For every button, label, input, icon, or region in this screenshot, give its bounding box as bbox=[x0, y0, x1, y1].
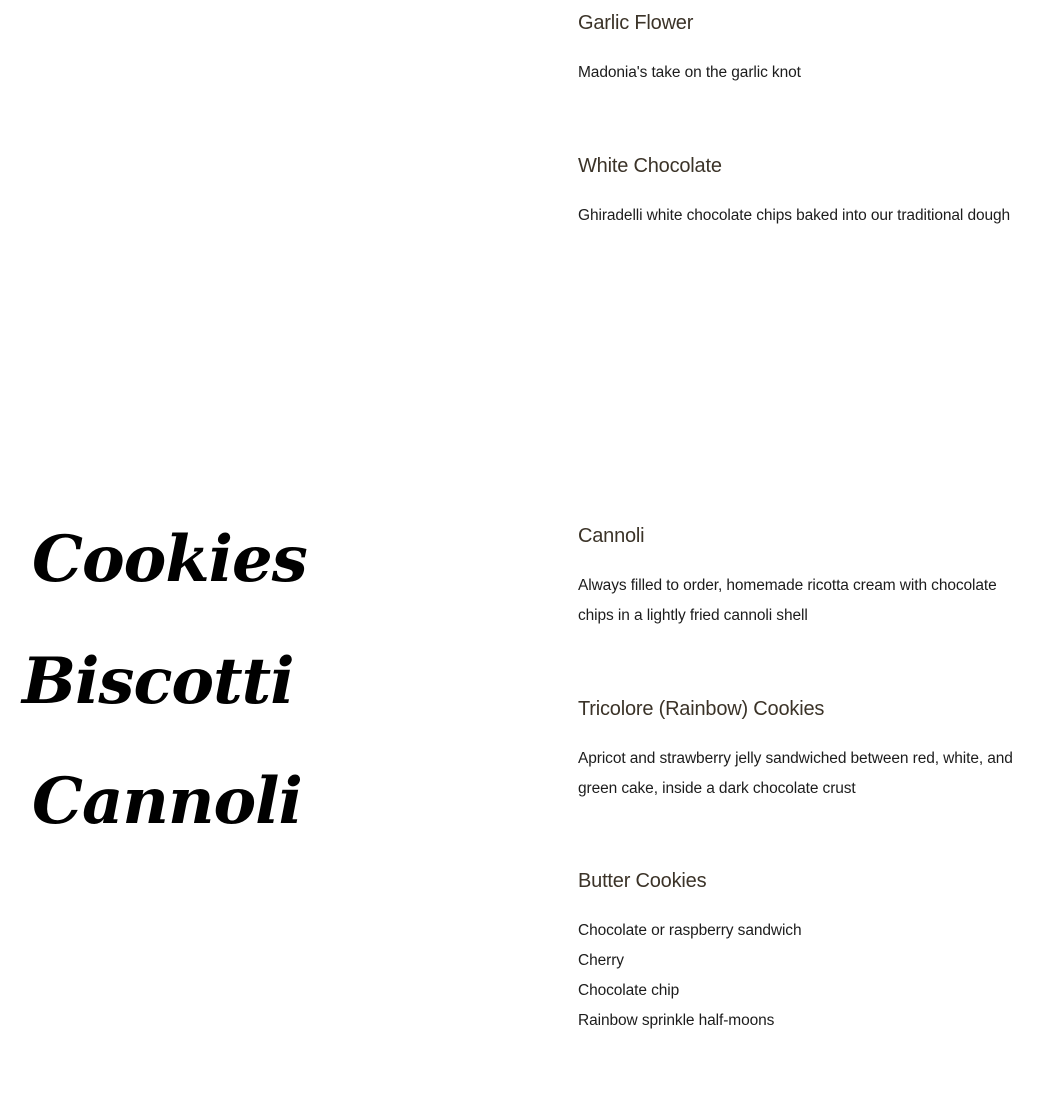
item-title: Butter Cookies bbox=[578, 870, 707, 892]
item-description: Ghiradelli white chocolate chips baked into our traditional dough bbox=[578, 207, 1011, 224]
item-description: Apricot and strawberry jelly sandwiched between red, white, and green cake, inside a dark chocolate crust bbox=[578, 750, 1013, 797]
menu-item-cannoli bbox=[578, 523, 1023, 631]
list-item: Chocolate or raspberry sandwich bbox=[578, 922, 802, 939]
item-title: Cannoli bbox=[578, 525, 645, 547]
script-word-cannoli: Cannoli bbox=[32, 764, 302, 839]
item-title: White Chocolate bbox=[578, 155, 722, 177]
menu-item-butter-cookies bbox=[578, 868, 1023, 1036]
list-item: Chocolate chip bbox=[578, 982, 680, 999]
item-title: Garlic Flower bbox=[578, 12, 694, 34]
item-description: Always filled to order, homemade ricotta cream with chocolate chips in a lightly fried cannoli shell bbox=[578, 577, 997, 624]
script-word-cookies: Cookies bbox=[32, 522, 307, 597]
item-description-list bbox=[578, 916, 1023, 1036]
menu-item-white-chocolate bbox=[578, 153, 1023, 231]
menu-item-garlic-flower bbox=[578, 10, 1023, 88]
script-word-biscotti: Biscotti bbox=[22, 644, 294, 719]
list-item: Cherry bbox=[578, 952, 624, 969]
item-title: Tricolore (Rainbow) Cookies bbox=[578, 698, 825, 720]
list-item: Rainbow sprinkle half-moons bbox=[578, 1012, 775, 1029]
menu-item-tricolore bbox=[578, 696, 1023, 804]
item-description: Madonia's take on the garlic knot bbox=[578, 64, 801, 81]
